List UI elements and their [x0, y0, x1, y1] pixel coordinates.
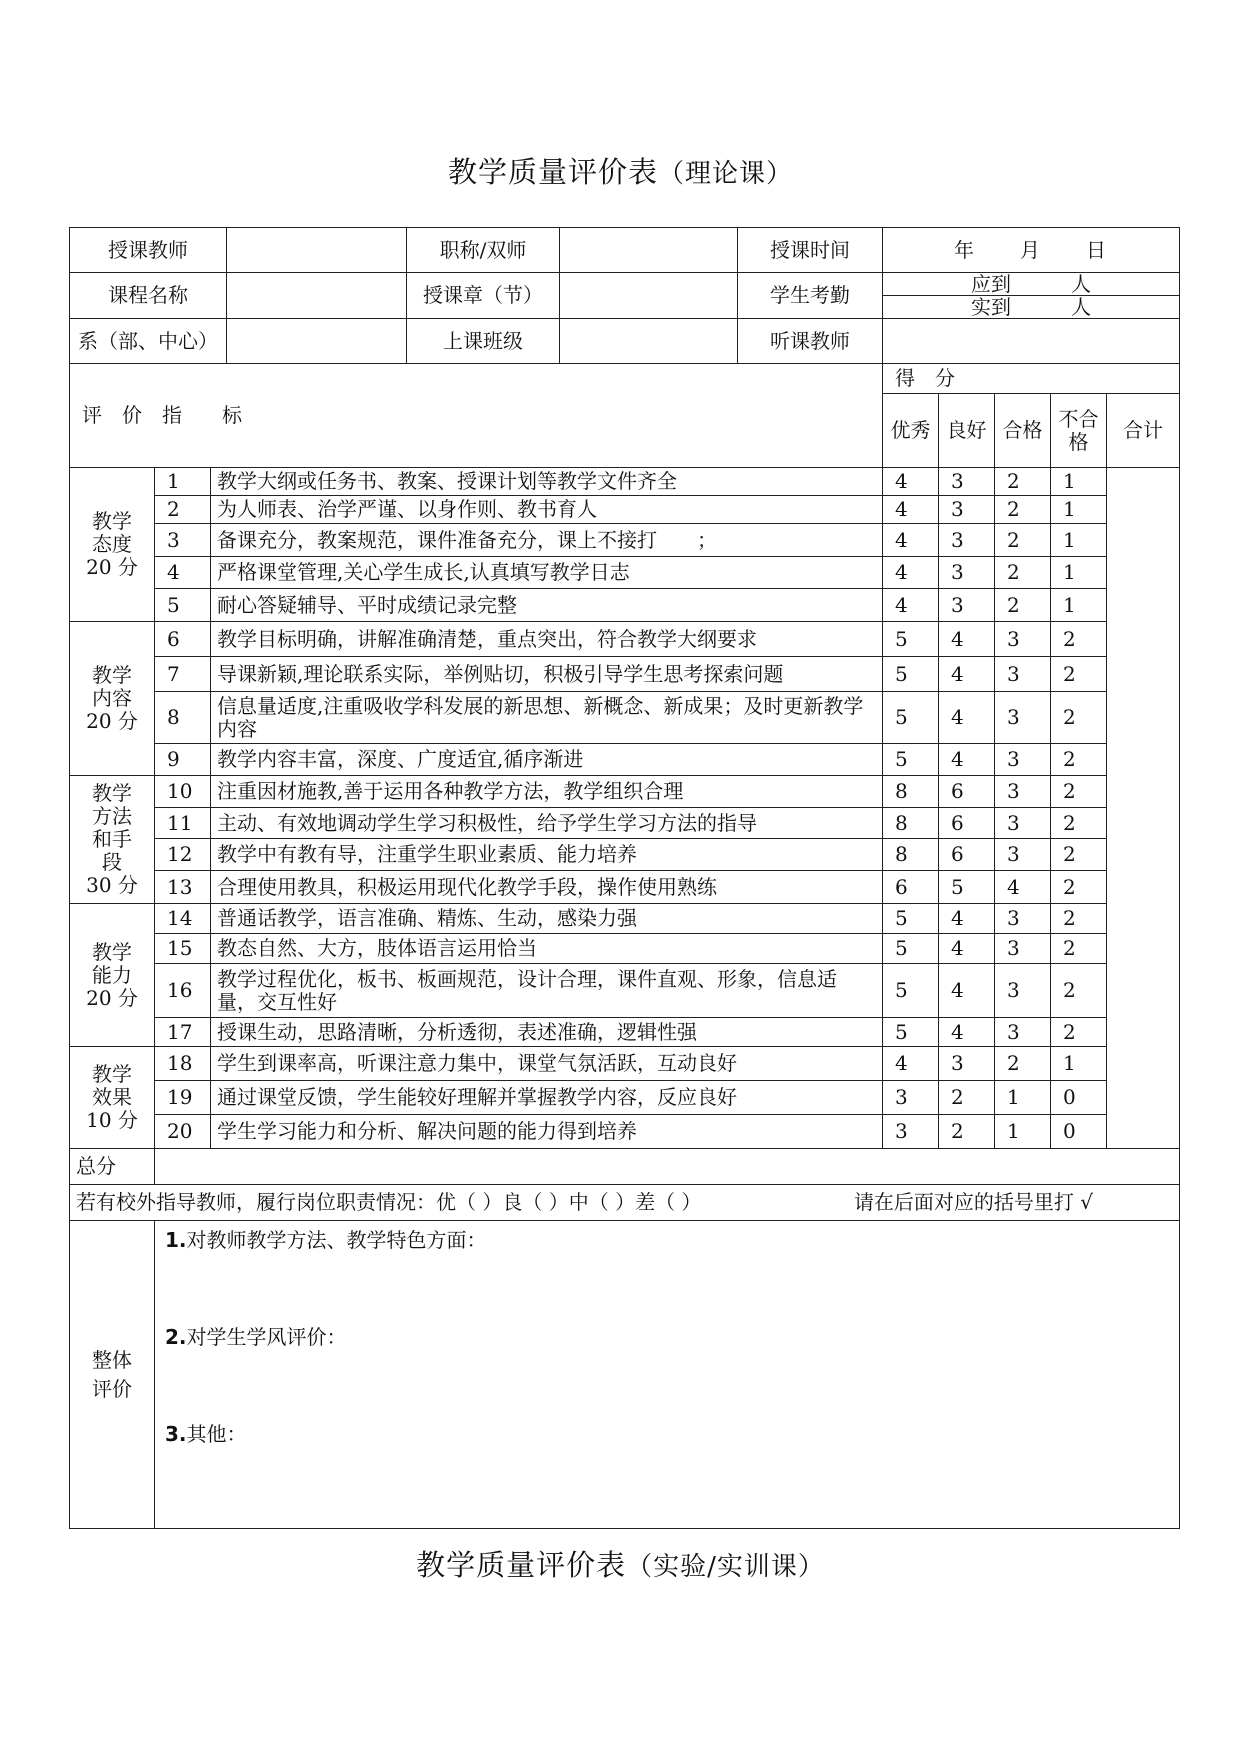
title-field[interactable]	[560, 228, 738, 273]
dept-label: 系（部、中心）	[70, 319, 227, 364]
item-text: 教态自然、大方，肢体语言运用恰当	[211, 934, 883, 964]
score-excellent[interactable]: 5	[883, 964, 939, 1018]
item-text: 导课新颖,理论联系实际，举例贴切，积极引导学生思考探索问题	[211, 657, 883, 692]
score-excellent[interactable]: 4	[883, 468, 939, 496]
total-field[interactable]	[155, 1149, 1180, 1185]
observer-field[interactable]	[883, 319, 1180, 364]
score-fail[interactable]: 2	[1051, 808, 1107, 839]
mentor-text: 若有校外指导教师，履行岗位职责情况：优（ ）良（ ）中（ ）差（ ）	[76, 1190, 702, 1214]
score-pass[interactable]: 3	[995, 808, 1051, 839]
score-pass[interactable]: 3	[995, 744, 1051, 776]
total-header: 合计	[1107, 394, 1180, 468]
score-pass[interactable]: 3	[995, 657, 1051, 692]
mentor-row[interactable]	[70, 1185, 1180, 1221]
fail-header: 不合格	[1051, 394, 1107, 468]
item-number: 17	[155, 1018, 211, 1047]
score-good[interactable]: 4	[939, 1018, 995, 1047]
form-title: 教学质量评价表（理论课）	[447, 155, 794, 189]
category-method: 教学 方法 和手 段 30 分	[70, 776, 155, 904]
item-text: 教学过程优化，板书、板画规范，设计合理，课件直观、形象，信息适量，交互性好	[211, 964, 883, 1018]
score-fail[interactable]: 2	[1051, 904, 1107, 934]
index-header: 评 价 指 标	[70, 364, 883, 468]
item-number: 4	[155, 557, 211, 589]
score-excellent[interactable]: 8	[883, 808, 939, 839]
score-good[interactable]: 5	[939, 871, 995, 904]
item-number: 19	[155, 1081, 211, 1115]
category-ability: 教学 能力 20 分	[70, 904, 155, 1047]
score-pass[interactable]: 3	[995, 692, 1051, 744]
score-excellent[interactable]: 8	[883, 776, 939, 808]
score-fail[interactable]: 1	[1051, 468, 1107, 496]
score-pass[interactable]: 2	[995, 524, 1051, 557]
score-good[interactable]: 2	[939, 1081, 995, 1115]
score-fail[interactable]: 1	[1051, 589, 1107, 622]
score-excellent[interactable]: 5	[883, 692, 939, 744]
item-text: 普通话教学，语言准确、精炼、生动，感染力强	[211, 904, 883, 934]
score-excellent[interactable]: 4	[883, 496, 939, 524]
second-form-title: 教学质量评价表（实验/实训课）	[416, 1548, 825, 1582]
score-fail[interactable]: 2	[1051, 622, 1107, 657]
score-pass[interactable]: 3	[995, 776, 1051, 808]
score-fail[interactable]: 2	[1051, 692, 1107, 744]
score-fail[interactable]: 1	[1051, 496, 1107, 524]
pass-header: 合格	[995, 394, 1051, 468]
score-fail[interactable]: 2	[1051, 871, 1107, 904]
total-label: 总分	[70, 1149, 155, 1185]
expected-count: 应到 人	[971, 272, 1092, 296]
score-excellent[interactable]: 5	[883, 904, 939, 934]
score-pass[interactable]: 1	[995, 1081, 1051, 1115]
score-excellent[interactable]: 4	[883, 589, 939, 622]
score-pass[interactable]: 2	[995, 557, 1051, 589]
item-text: 严格课堂管理,关心学生成长,认真填写教学日志	[211, 557, 883, 589]
item-text: 信息量适度,注重吸收学科发展的新思想、新概念、新成果；及时更新教学内容	[211, 692, 883, 744]
score-good[interactable]: 3	[939, 1047, 995, 1081]
score-pass[interactable]: 2	[995, 589, 1051, 622]
item-text: 为人师表、治学严谨、以身作则、教书育人	[211, 496, 883, 524]
score-pass[interactable]: 2	[995, 468, 1051, 496]
score-fail[interactable]: 1	[1051, 1047, 1107, 1081]
good-header: 良好	[939, 394, 995, 468]
overall-label: 整体 评价	[70, 1221, 155, 1529]
total-score-cell[interactable]	[1107, 468, 1180, 1149]
item-number: 13	[155, 871, 211, 904]
date-field[interactable]: 年 月 日	[883, 228, 1180, 273]
item-text: 注重因材施教,善于运用各种教学方法，教学组织合理	[211, 776, 883, 808]
item-number: 10	[155, 776, 211, 808]
score-header: 得 分	[883, 364, 1180, 394]
score-fail[interactable]: 2	[1051, 657, 1107, 692]
item-text: 合理使用教具，积极运用现代化教学手段，操作使用熟练	[211, 871, 883, 904]
class-label: 上课班级	[407, 319, 560, 364]
score-fail[interactable]: 2	[1051, 744, 1107, 776]
score-fail[interactable]: 2	[1051, 934, 1107, 964]
overall-q1: 1.对教师教学方法、教学特色方面：	[165, 1228, 487, 1252]
category-attitude: 教学 态度 20 分	[70, 468, 155, 622]
observer-label: 听课教师	[738, 319, 883, 364]
item-text: 教学大纲或任务书、教案、授课计划等教学文件齐全	[211, 468, 883, 496]
item-number: 7	[155, 657, 211, 692]
score-fail[interactable]: 2	[1051, 964, 1107, 1018]
score-pass[interactable]: 3	[995, 904, 1051, 934]
course-field[interactable]	[227, 273, 407, 319]
score-good[interactable]: 4	[939, 934, 995, 964]
item-number: 16	[155, 964, 211, 1018]
score-good[interactable]: 3	[939, 524, 995, 557]
score-good[interactable]: 4	[939, 964, 995, 1018]
item-number: 3	[155, 524, 211, 557]
score-pass[interactable]: 3	[995, 964, 1051, 1018]
score-good[interactable]: 4	[939, 692, 995, 744]
item-text: 学生学习能力和分析、解决问题的能力得到培养	[211, 1115, 883, 1149]
item-text: 备课充分，教案规范，课件准备充分，课上不接打 ；	[211, 524, 883, 557]
score-good[interactable]: 4	[939, 904, 995, 934]
score-good[interactable]: 3	[939, 589, 995, 622]
category-effect: 教学 效果 10 分	[70, 1047, 155, 1149]
time-label: 授课时间	[738, 228, 883, 273]
score-good[interactable]: 4	[939, 744, 995, 776]
item-number: 14	[155, 904, 211, 934]
score-excellent[interactable]: 4	[883, 1047, 939, 1081]
item-number: 20	[155, 1115, 211, 1149]
item-number: 18	[155, 1047, 211, 1081]
attendance-field[interactable]	[883, 273, 1180, 319]
item-text: 通过课堂反馈，学生能较好理解并掌握教学内容，反应良好	[211, 1081, 883, 1115]
score-fail[interactable]: 2	[1051, 776, 1107, 808]
score-pass[interactable]: 3	[995, 622, 1051, 657]
score-excellent[interactable]: 3	[883, 1115, 939, 1149]
excellent-header: 优秀	[883, 394, 939, 468]
score-good[interactable]: 6	[939, 776, 995, 808]
score-excellent[interactable]: 4	[883, 524, 939, 557]
score-excellent[interactable]: 5	[883, 1018, 939, 1047]
item-text: 教学内容丰富，深度、广度适宜,循序渐进	[211, 744, 883, 776]
score-fail[interactable]: 2	[1051, 1018, 1107, 1047]
dept-field[interactable]	[227, 319, 407, 364]
chapter-label: 授课章（节）	[407, 273, 560, 319]
overall-q3: 3.其他：	[165, 1422, 247, 1446]
score-excellent[interactable]: 6	[883, 871, 939, 904]
score-good[interactable]: 3	[939, 496, 995, 524]
item-text: 耐心答疑辅导、平时成绩记录完整	[211, 589, 883, 622]
course-label: 课程名称	[70, 273, 227, 319]
teacher-field[interactable]	[227, 228, 407, 273]
score-good[interactable]: 6	[939, 839, 995, 871]
score-excellent[interactable]: 4	[883, 557, 939, 589]
item-text: 教学目标明确，讲解准确清楚，重点突出，符合教学大纲要求	[211, 622, 883, 657]
score-good[interactable]: 3	[939, 468, 995, 496]
score-pass[interactable]: 3	[995, 934, 1051, 964]
score-pass[interactable]: 4	[995, 871, 1051, 904]
score-pass[interactable]: 3	[995, 839, 1051, 871]
category-content: 教学 内容 20 分	[70, 622, 155, 776]
overall-evaluation-field[interactable]	[155, 1221, 1180, 1529]
item-number: 15	[155, 934, 211, 964]
chapter-field[interactable]	[560, 273, 738, 319]
item-number: 1	[155, 468, 211, 496]
item-text: 授课生动，思路清晰，分析透彻，表述准确，逻辑性强	[211, 1018, 883, 1047]
score-fail[interactable]: 1	[1051, 524, 1107, 557]
score-fail[interactable]: 1	[1051, 557, 1107, 589]
actual-count: 实到 人	[883, 295, 1179, 318]
class-field[interactable]	[560, 319, 738, 364]
score-excellent[interactable]: 8	[883, 839, 939, 871]
overall-q2: 2.对学生学风评价：	[165, 1325, 347, 1349]
score-good[interactable]: 4	[939, 622, 995, 657]
score-excellent[interactable]: 5	[883, 934, 939, 964]
item-number: 6	[155, 622, 211, 657]
score-good[interactable]: 6	[939, 808, 995, 839]
score-excellent[interactable]: 5	[883, 622, 939, 657]
item-text: 学生到课率高，听课注意力集中，课堂气氛活跃，互动良好	[211, 1047, 883, 1081]
item-number: 12	[155, 839, 211, 871]
score-pass[interactable]: 3	[995, 1018, 1051, 1047]
item-number: 8	[155, 692, 211, 744]
score-excellent[interactable]: 5	[883, 744, 939, 776]
item-number: 11	[155, 808, 211, 839]
score-fail[interactable]: 0	[1051, 1081, 1107, 1115]
item-text: 教学中有教有导，注重学生职业素质、能力培养	[211, 839, 883, 871]
score-pass[interactable]: 1	[995, 1115, 1051, 1149]
score-excellent[interactable]: 5	[883, 657, 939, 692]
teacher-label: 授课教师	[70, 228, 227, 273]
mentor-hint: 请在后面对应的括号里打 √	[853, 1190, 1094, 1214]
score-fail[interactable]: 0	[1051, 1115, 1107, 1149]
item-text: 主动、有效地调动学生学习积极性，给予学生学习方法的指导	[211, 808, 883, 839]
score-fail[interactable]: 2	[1051, 839, 1107, 871]
score-good[interactable]: 2	[939, 1115, 995, 1149]
item-number: 9	[155, 744, 211, 776]
score-good[interactable]: 4	[939, 657, 995, 692]
evaluation-form-table	[69, 227, 1180, 1529]
item-number: 2	[155, 496, 211, 524]
score-excellent[interactable]: 3	[883, 1081, 939, 1115]
title-label: 职称/双师	[407, 228, 560, 273]
item-number: 5	[155, 589, 211, 622]
score-pass[interactable]: 2	[995, 1047, 1051, 1081]
score-good[interactable]: 3	[939, 557, 995, 589]
score-pass[interactable]: 2	[995, 496, 1051, 524]
attendance-label: 学生考勤	[738, 273, 883, 319]
